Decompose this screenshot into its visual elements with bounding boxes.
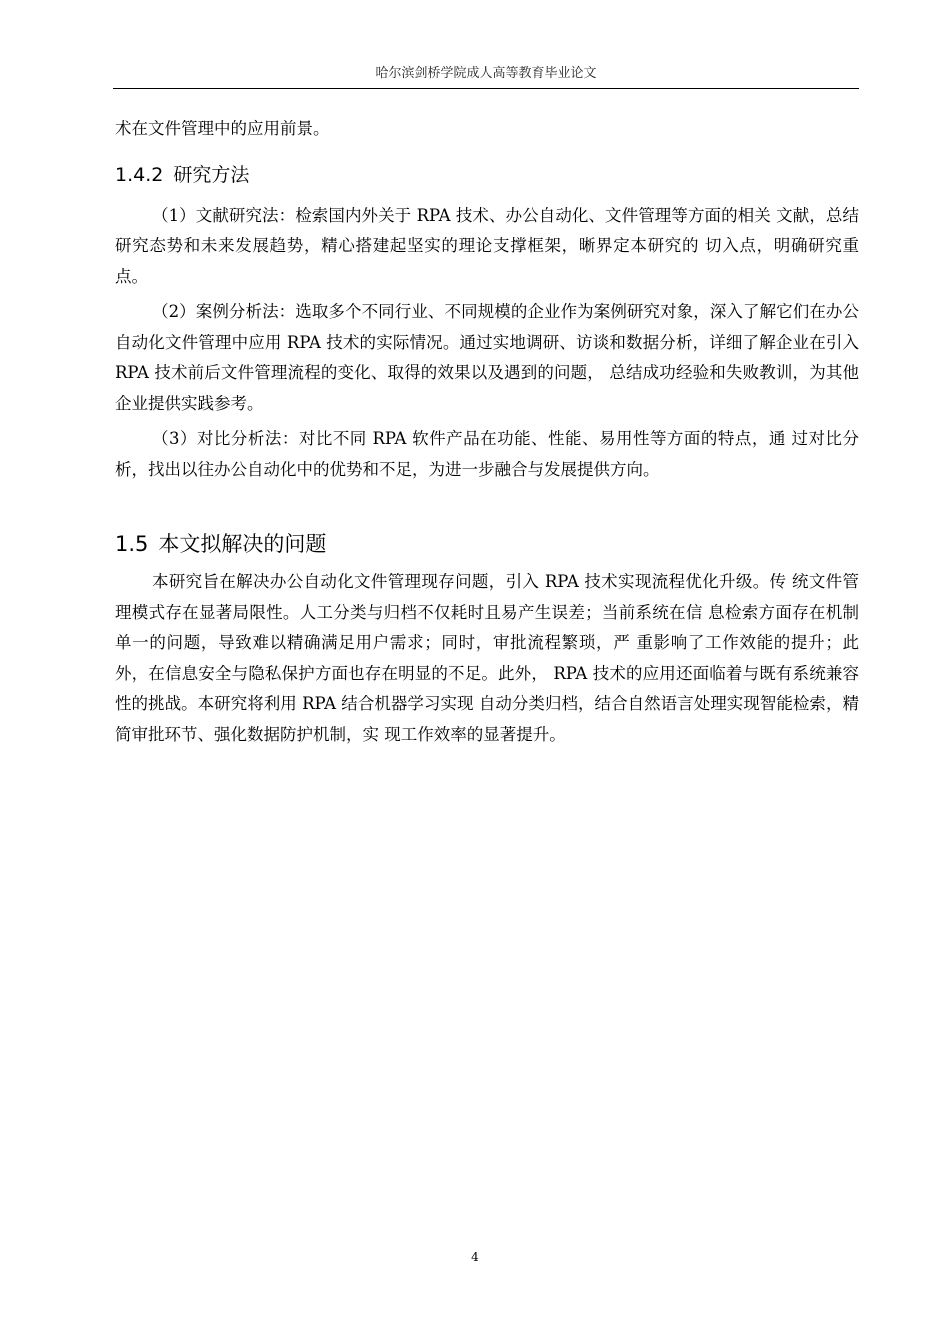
method-paragraph-case-study: （2）案例分析法：选取多个不同行业、不同规模的企业作为案例研究对象，深入了解它们在办公自动化文件管理中应用 RPA 技术的实际情况。通过实地调研、访谈和数据分析，详细了解企业在引入 RPA 技术前后文件管理流程的变化、取得的效果以及遇到的问题， 总结成功经验和失败教训，为其他企业提供实践参考。 [115, 302, 859, 413]
problem-paragraph: 本研究旨在解决办公自动化文件管理现存问题，引入 RPA 技术实现流程优化升级。传 统文件管理模式存在显著局限性。人工分类与归档不仅耗时且易产生误差；当前系统在信 息检索方面存在机制单一的问题，导致难以精确满足用户需求；同时，审批流程繁琐，严 重影响了工作效能的提升；此外，在信息安全与隐私保护方面也存在明显的不足。此外， RPA 技术的应用还面临着与既有系统兼容性的挑战。本研究将利用 RPA 结合机器学习实现 自动分类归档，结合自然语言处理实现智能检索，精简审批环节、强化数据防护机制，实 现工作效率的显著提升。 [115, 572, 859, 744]
running-header: 哈尔滨剑桥学院成人高等教育毕业论文 [375, 66, 597, 81]
method-paragraph-literature: （1）文献研究法：检索国内外关于 RPA 技术、办公自动化、文件管理等方面的相关 文献，总结研究态势和未来发展趋势，精心搭建起坚实的理论支撑框架，晰界定本研究的 切入点，明确研究重点。 [115, 205, 859, 286]
section-number: 1.5 [115, 532, 149, 556]
header-divider [113, 88, 859, 89]
method-paragraph-comparison: （3）对比分析法：对比不同 RPA 软件产品在功能、性能、易用性等方面的特点，通 过对比分析，找出以往办公自动化中的优势和不足，为进一步融合与发展提供方向。 [115, 429, 859, 479]
continued-paragraph: 术在文件管理中的应用前景。 [115, 119, 330, 138]
page-number: 4 [471, 1250, 479, 1264]
section-title: 本文拟解决的问题 [158, 532, 327, 556]
section-heading-1-4-2 [115, 159, 859, 191]
section-heading-1-5 [115, 527, 859, 561]
section-title: 研究方法 [173, 163, 250, 186]
section-number: 1.4.2 [115, 163, 164, 186]
page-body [115, 114, 859, 750]
